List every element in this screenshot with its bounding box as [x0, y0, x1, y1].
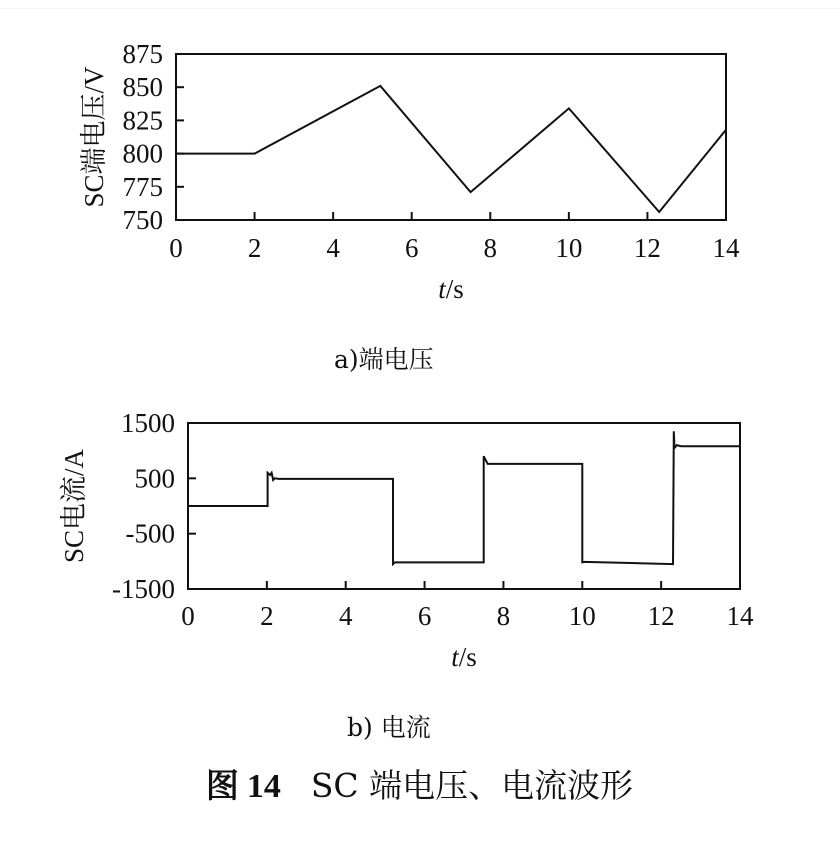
y-axis-title: SC端电压/V: [79, 66, 109, 208]
y-tick-label: 1500: [121, 408, 175, 438]
x-tick-label: 6: [404, 233, 419, 263]
y-ticks: [112, 408, 196, 604]
x-tick-label: 6: [417, 601, 432, 631]
y-tick-label: 775: [122, 171, 163, 202]
x-tick-label: 2: [247, 233, 262, 263]
series-line-0: [188, 431, 740, 564]
x-tick-label: 10: [568, 601, 596, 631]
voltage-chart: [0, 0, 839, 320]
y-tick-label: 875: [122, 39, 163, 69]
x-tick-label: 12: [633, 233, 661, 263]
x-axis-title: t/s: [438, 274, 464, 304]
series-line-0: [176, 86, 726, 212]
x-tick-label: 10: [555, 233, 583, 263]
caption-a: a)端电压: [334, 345, 434, 374]
x-axis-title: t/s: [451, 642, 477, 672]
y-axis-title: SC电流/A: [59, 448, 89, 564]
x-tick-label: 0: [169, 233, 183, 263]
x-tick-label: 14: [712, 233, 740, 263]
x-tick-label: 4: [326, 233, 340, 263]
figure-label: 图: [205, 766, 239, 805]
y-tick-label: 850: [122, 72, 163, 103]
y-tick-label: 825: [122, 105, 163, 136]
x-tick-label: 4: [338, 601, 353, 631]
x-tick-label: 14: [726, 601, 754, 631]
y-tick-label: 750: [122, 205, 163, 235]
x-tick-label: 2: [260, 601, 274, 631]
x-tick-label: 8: [496, 601, 511, 631]
caption-b: b) 电流: [347, 713, 431, 742]
y-ticks: [123, 39, 185, 235]
x-tick-label: 0: [181, 601, 195, 631]
y-tick-label: -1500: [112, 574, 175, 604]
figure-title: [0, 760, 839, 807]
figure-title-text: SC 端电压、电流波形: [310, 766, 634, 805]
x-tick-label: 8: [483, 233, 498, 263]
y-tick-label: 800: [122, 138, 163, 169]
y-tick-label: -500: [125, 518, 175, 549]
figure-number: 14: [246, 768, 281, 805]
current-chart: [0, 395, 839, 680]
x-tick-label: 12: [647, 601, 675, 631]
y-tick-label: 500: [134, 463, 175, 494]
